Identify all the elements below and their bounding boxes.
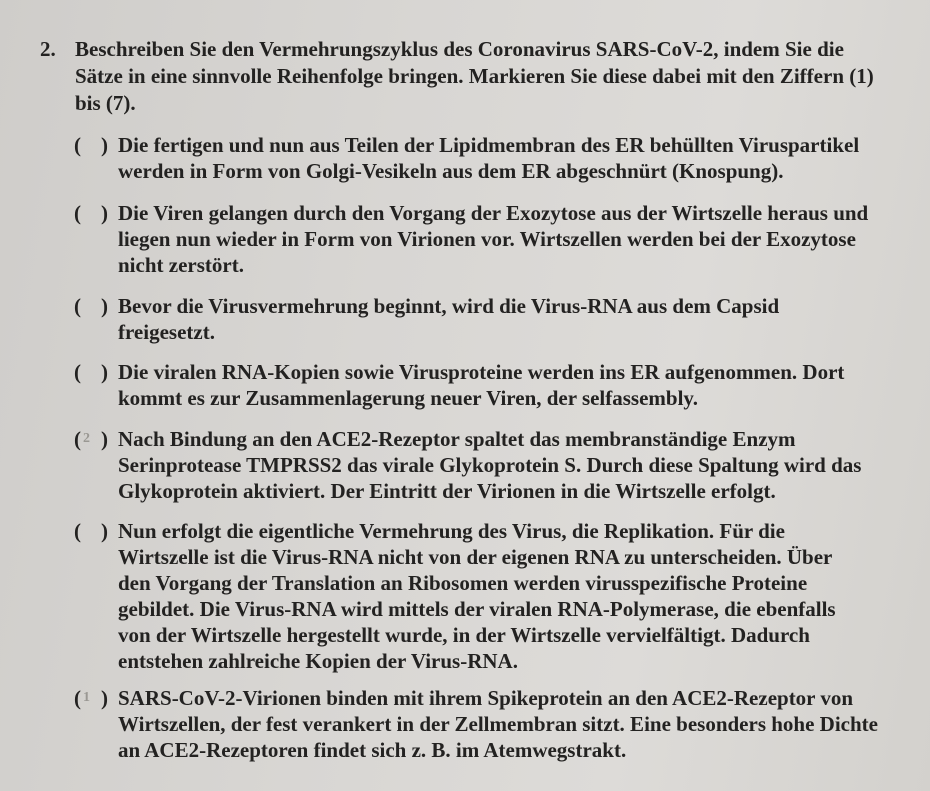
sentence-item <box>74 359 914 411</box>
sentence-item <box>74 132 914 184</box>
sentence-line: Wirtszellen, der fest verankert in der Zellmembran sitzt. Eine besonders hohe Dichte <box>118 712 878 736</box>
answer-box[interactable] <box>74 518 108 544</box>
task-line: Beschreiben Sie den Vermehrungszyklus des Coronavirus SARS-CoV-2, indem Sie die <box>75 37 844 61</box>
answer-mark: 2 <box>83 431 90 446</box>
bracket-open: ( <box>74 133 81 157</box>
sentence-line: entstehen zahlreiche Kopien der Virus-RNA. <box>118 649 518 673</box>
bracket-close: ) <box>101 360 108 384</box>
bracket-close: ) <box>101 519 108 543</box>
sentence-line: Bevor die Virusvermehrung beginnt, wird die Virus-RNA aus dem Capsid <box>118 294 780 318</box>
sentence-line: den Vorgang der Translation an Ribosomen werden virusspezifische Proteine <box>118 571 808 595</box>
sentence-line: kommt es zur Zusammenlagerung neuer Viren, der selfassembly. <box>118 386 699 410</box>
sentence-line: liegen nun wieder in Form von Virionen vor. Wirtszellen werden bei der Exozytose <box>118 227 856 251</box>
sentence-line: Die viralen RNA-Kopien sowie Virusproteine werden ins ER aufgenommen. Dort <box>118 360 845 384</box>
sentence-line: gebildet. Die Virus-RNA wird mittels der viralen RNA-Polymerase, die ebenfalls <box>118 597 836 621</box>
sentence-item <box>74 518 914 674</box>
sentence-line: Die fertigen und nun aus Teilen der Lipidmembran des ER behüllten Viruspartikel <box>118 133 860 157</box>
bracket-open: ( <box>74 686 81 710</box>
answer-box[interactable] <box>74 359 108 385</box>
bracket-close: ) <box>101 201 108 225</box>
sentence-item <box>74 200 914 278</box>
task-line: bis (7). <box>75 91 136 115</box>
answer-box[interactable] <box>74 132 108 158</box>
sentence-line: an ACE2-Rezeptoren findet sich z. B. im Atemwegstrakt. <box>118 738 627 762</box>
bracket-open: ( <box>74 294 81 318</box>
sentence-line: freigesetzt. <box>118 320 215 344</box>
sentence-line: Serinprotease TMPRSS2 das virale Glykoprotein S. Durch diese Spaltung wird das <box>118 453 862 477</box>
task-line: Sätze in eine sinnvolle Reihenfolge bringen. Markieren Sie diese dabei mit den Ziffern (1) <box>75 64 874 88</box>
sentence-line: Nach Bindung an den ACE2-Rezeptor spaltet das membranständige Enzym <box>118 427 796 451</box>
bracket-close: ) <box>101 133 108 157</box>
bracket-open: ( <box>74 519 81 543</box>
sentence-line: von der Wirtszelle hergestellt wurde, in der Wirtszelle vervielfältigt. Dadurch <box>118 623 810 647</box>
sentence-item <box>74 426 914 504</box>
task-number: 2. <box>40 37 56 61</box>
answer-box[interactable] <box>74 200 108 226</box>
bracket-open: ( <box>74 427 81 451</box>
answer-box[interactable] <box>74 293 108 319</box>
answer-mark: 1 <box>83 690 90 705</box>
sentence-item <box>74 685 914 763</box>
sentence-line: Die Viren gelangen durch den Vorgang der Exozytose aus der Wirtszelle heraus und <box>118 201 869 225</box>
bracket-close: ) <box>101 294 108 318</box>
sentence-line: nicht zerstört. <box>118 253 244 277</box>
bracket-close: ) <box>101 686 108 710</box>
task-instruction <box>40 36 910 117</box>
sentence-line: Wirtszelle ist die Virus-RNA nicht von der eigenen RNA zu unterscheiden. Über <box>118 545 833 569</box>
bracket-open: ( <box>74 360 81 384</box>
sentence-line: Nun erfolgt die eigentliche Vermehrung des Virus, die Replikation. Für die <box>118 519 785 543</box>
sentence-line: SARS-CoV-2-Virionen binden mit ihrem Spikeprotein an den ACE2-Rezeptor von <box>118 686 854 710</box>
sentence-line: werden in Form von Golgi-Vesikeln aus dem ER abgeschnürt (Knospung). <box>118 159 784 183</box>
answer-box[interactable] <box>74 426 108 452</box>
answer-box[interactable] <box>74 685 108 711</box>
sentence-item <box>74 293 914 345</box>
sentence-line: Glykoprotein aktiviert. Der Eintritt der Virionen in die Wirtszelle erfolgt. <box>118 479 776 503</box>
bracket-open: ( <box>74 201 81 225</box>
bracket-close: ) <box>101 427 108 451</box>
